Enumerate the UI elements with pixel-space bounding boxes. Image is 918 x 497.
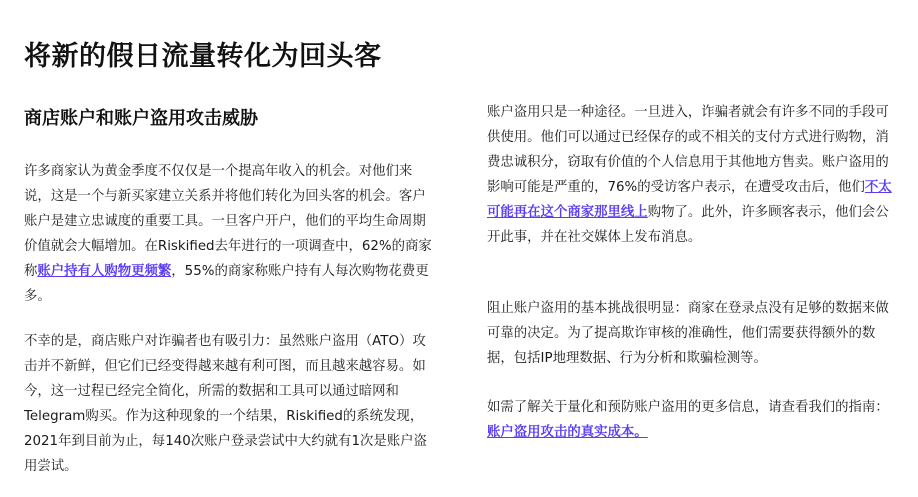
right-p1-text-before: 账户盗用只是一种途径。一旦进入，诈骗者就会有许多不同的手段可供使用。他们可以通过已经保存的或不相关的支付方式进行购物，消费忠诚积分，窃取有价值的个人信息用于其他地方售卖。账户盗用的影响可能是严重的，76%的受访客户表示，在遭受攻击后，他们 bbox=[487, 105, 889, 195]
less-likely-to-shop-link[interactable]: 不太可能再在这个商家那里线上 bbox=[487, 180, 892, 220]
account-holders-shop-more-link[interactable]: 账户持有人购物更频繁 bbox=[37, 264, 172, 279]
left-p1-text-before: 许多商家认为黄金季度不仅仅是一个提高年收入的机会。对他们来说，这是一个与新买家建立关系并将他们转化为回头客的机会。客户账户是建立忠诚度的重要工具。一旦客户开户，他们的平均生命周期价值就会大幅增加。在Riskified去年进行的一项调查中，62%的商家称 bbox=[24, 164, 432, 279]
right-paragraph-1 bbox=[487, 100, 901, 250]
left-paragraph-2: 不幸的是，商店账户对诈骗者也有吸引力：虽然账户盗用（ATO）攻击并不新鲜，但它们已经变得越来越有利可图，而且越来越容易。如今，这一过程已经完全简化，所需的数据和工具可以通过暗网和Telegram购买。作为这种现象的一个结果，Riskified的系统发现，2021年到目前为止，每140次账户登录尝试中大约就有1次是账户盗用尝试。 bbox=[24, 334, 427, 474]
page-title: 将新的假日流量转化为回头客 bbox=[24, 41, 382, 72]
right-p3-text-before: 如需了解关于量化和预防账户盗用的更多信息，请查看我们的指南： bbox=[487, 400, 889, 415]
ato-true-cost-guide-link[interactable]: 账户盗用攻击的真实成本。 bbox=[487, 425, 648, 440]
right-p1-text-after: 购物了。此外，许多顾客表示，他们会公开此事，并在社交媒体上发布消息。 bbox=[487, 205, 889, 245]
left-paragraph-1 bbox=[24, 159, 436, 309]
section-heading: 商店账户和账户盗用攻击威胁 bbox=[24, 108, 258, 129]
right-paragraph-2: 阻止账户盗用的基本挑战很明显：商家在登录点没有足够的数据来做可靠的决定。为了提高欺诈审核的准确性，他们需要获得额外的数据，包括IP地理数据、行为分析和欺骗检测等。 bbox=[487, 301, 889, 366]
right-paragraph-3 bbox=[487, 395, 901, 445]
left-p1-text-after: ，55%的商家称账户持有人每次购物花费更多。 bbox=[24, 264, 429, 304]
